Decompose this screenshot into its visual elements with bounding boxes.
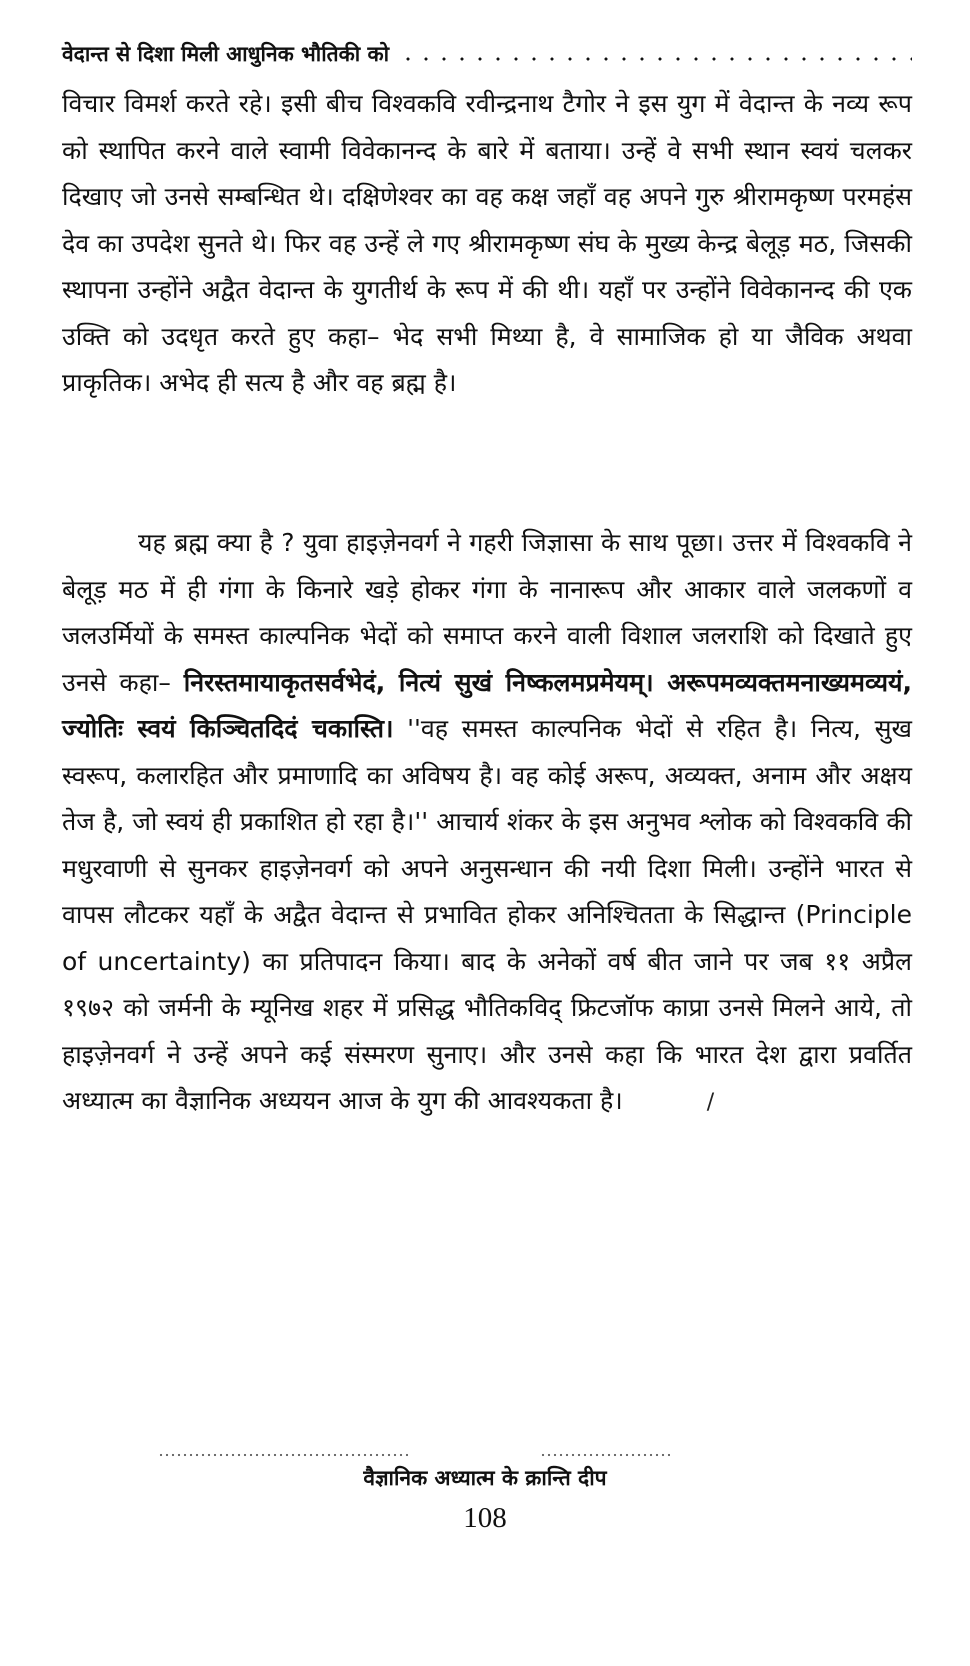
paragraph-1-text: विचार विमर्श करते रहे। इसी बीच विश्वकवि रवीन्द्रनाथ टैगोर ने इस युग में वेदान्त के नव्य रूप को स्थापित करने वाले स्वामी विवेकानन्द के बारे में बताया। उन्हें वे सभी स्थान स्वयं चलकर दिखाए जो उनसे सम्बन्धित थे। दक्षिणेश्वर का वह कक्ष जहाँ वह अपने गुरु श्रीरामकृष्ण परमहंस देव का उपदेश सुनते थे। फिर वह उन्हें ले गए श्रीरामकृष्ण संघ के मुख्य केन्द्र बेलूड़ मठ, जिसकी स्थापना उन्होंने अद्वैत वेदान्त के युगतीर्थ के रूप में की थी। यहाँ पर उन्होंने विवेकानन्द की एक उक्ति को उदधृत करते हुए कहा– भेद सभी मिथ्या है, वे सामाजिक हो या जैविक अथवा प्राकृतिक। अभेद ही सत्य है और वह ब्रह्म है। <box>62 89 912 397</box>
paragraph-2-rest: ''वह समस्त काल्पनिक भेदों से रहित है। नित्य, सुख स्वरूप, कलारहित और प्रमाणादि का अविषय है। वह कोई अरूप, अव्यक्त, अनाम और अक्षय तेज है, जो स्वयं ही प्रकाशित हो रहा है।'' आचार्य शंकर के इस अनुभव श्लोक को विश्वकवि की मधुरवाणी से सुनकर हाइज़ेनवर्ग को अपने अनुसन्धान की नयी दिशा मिली। उन्होंने भारत से वापस लौटकर यहाँ के अद्वैत वेदान्त से प्रभावित होकर अनिश्चितता के सिद्धान्त (Principle of uncertainty) का प्रतिपादन किया। बाद के अनेकों वर्ष बीत जाने पर जब ११ अप्रैल १९७२ को जर्मनी के म्यूनिख शहर में प्रसिद्ध भौतिकविद् फ्रिटजॉफ काप्रा उनसे मिलने आये, तो हाइज़ेनवर्ग ने उन्हें अपने कई संस्मरण सुनाए। और उनसे कहा कि भारत देश द्वारा प्रवर्तित अध्यात्म का वैज्ञानिक अध्ययन आज के युग की आवश्यकता है। <box>62 714 912 1115</box>
page-number: 108 <box>463 1502 507 1534</box>
paragraph-2-intro: यह ब्रह्म क्या है ? युवा हाइज़ेनवर्ग ने गहरी जिज्ञासा के साथ पूछा। उत्तर में विश्वकवि ने बेलूड़ मठ में ही गंगा के किनारे खड़े होकर गंगा के नानारूप और आकार वाले जलकणों व जलउर्मियों के समस्त काल्पनिक भेदों को समाप्त करने वाली विशाल जलराशि को दिखाते हुए उनसे कहा– <box>62 528 912 697</box>
footer-book-title: वैज्ञानिक अध्यात्म के क्रान्ति दीप <box>363 1466 607 1490</box>
handwritten-tick-mark: / <box>706 1090 715 1115</box>
sanskrit-shloka: निरस्तमायाकृतसर्वभेदं, नित्यं सुखं निष्कलमप्रमेयम्। अरूपमव्यक्तमनाख्यमव्ययं, ज्योतिः स्वयं किञ्चितदिदं चकास्ति। <box>62 667 913 743</box>
paragraph-2 <box>62 520 912 1127</box>
header-dot-leader <box>399 57 912 61</box>
footer-dotted-rule-right <box>540 1453 670 1457</box>
running-header-title: वेदान्त से दिशा मिली आधुनिक भौतिकी को <box>62 42 390 66</box>
paragraph-1 <box>62 81 912 407</box>
footer-dotted-rule-left <box>158 1453 408 1457</box>
running-header <box>62 34 912 74</box>
